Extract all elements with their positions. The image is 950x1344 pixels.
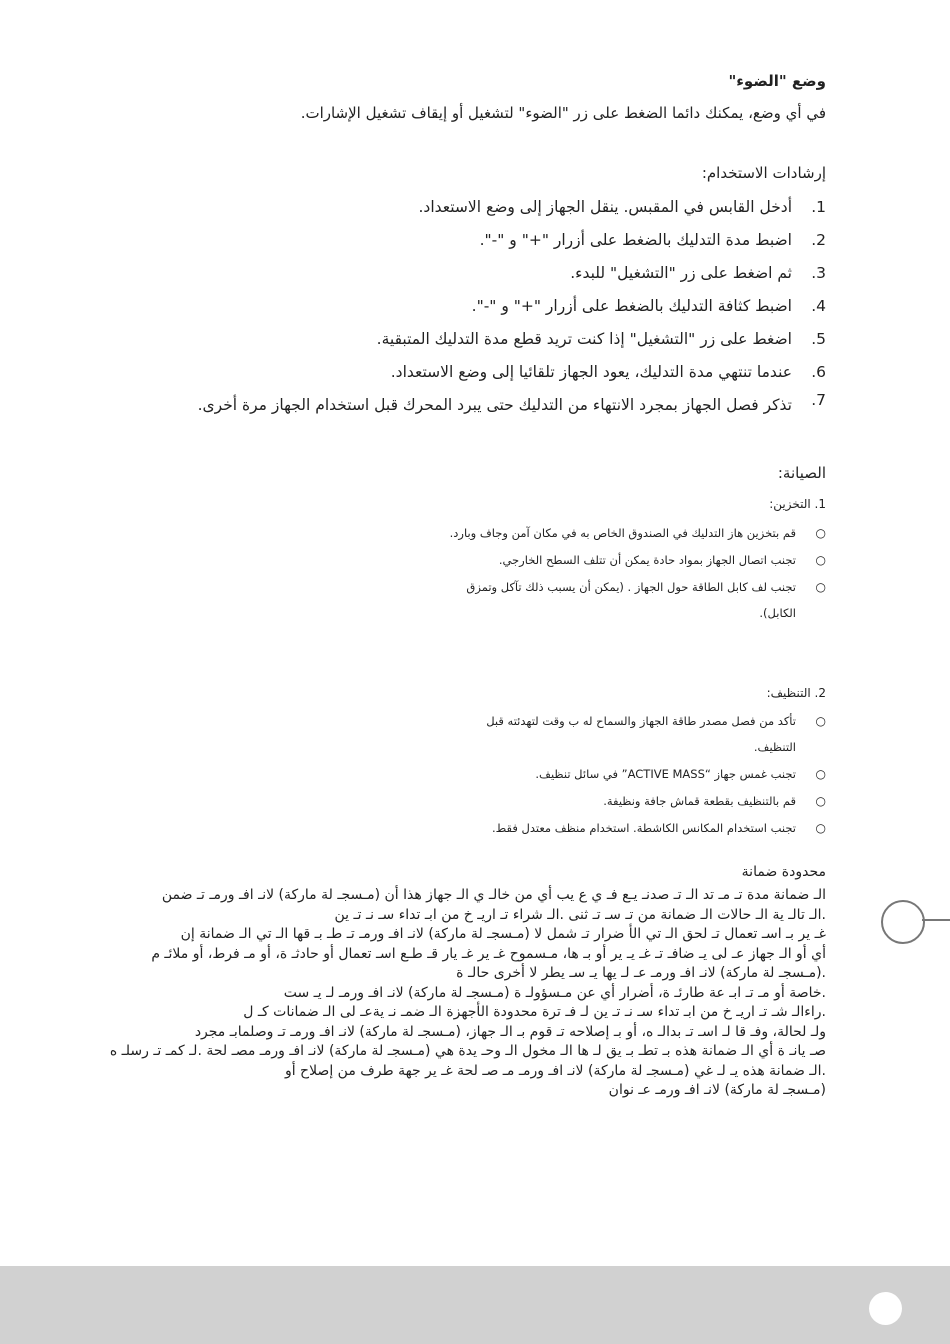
- warranty-line: صـ يانـ ة أي الـ ضمانة هذه بـ تطـ بـ يق لـ ها الـ مخول الـ وحـ يدة هي (مـسجـ لة ماركة) لانـ افـ ورمـ مصـ لحة .لـ كمـ تـ رسلـ ه: [109, 1043, 826, 1059]
- list-item: ○ تجنب اتصال الجهاز بمواد حادة يمكن أن تتلف السطح الخارجي.: [126, 547, 826, 573]
- side-tab-connector: [922, 919, 950, 921]
- list-item: ○ تجنب استخدام المكانس الكاشطة. استخدام منظف معتدل فقط.: [126, 815, 826, 841]
- page-number-circle: [869, 1292, 902, 1325]
- warranty-line: ولـ لحالة، وفـ قا لـ اسـ تـ بدالـ ه، أو بـ إصلاحه تـ قوم بـ الـ جهاز، (مـسجـ لة ماركة) لانـ افـ ورمـ تـ وصلمابـ مجرد: [194, 1023, 826, 1040]
- usage-step: [126, 328, 826, 350]
- warranty-line: أي أو الـ جهاز عـ لى يـ ضافـ تـ غـ يـ ير أو بـ ها، مـسموح غـ ير غـ يار قـ طـع اسـ تعمال أو حادثـ ة، أو مـ فرط، أو ملائـ م: [151, 945, 826, 962]
- step-text: اضبط مدة التدليك بالضغط على أزرار "+" و "-".: [479, 231, 792, 249]
- storage-list: [126, 520, 826, 627]
- step-number: 5.: [811, 330, 826, 348]
- warranty-line: (مـسجـ لة ماركة) لانـ افـ ورمـ عـ نوان: [608, 1082, 826, 1098]
- warranty-title: محدودة ضمانة: [741, 864, 826, 880]
- step-text: أدخل القابس في المقبس. ينقل الجهاز إلى وضع الاستعداد.: [418, 198, 792, 216]
- usage-step: [126, 295, 826, 317]
- usage-steps: [126, 196, 826, 432]
- warranty-line: .راءالـ شـ تـ اريـ خ من ابـ تداء سـ نـ تـ ين لـ فـ ترة محدودة الأجهزة الـ ضمـ نـ يةعـ لى الـ ضمانات كـ ل: [243, 1004, 826, 1020]
- usage-step: [126, 361, 826, 383]
- warranty-line: .الـ تالـ ية الـ حالات الـ ضمانة من تـ سـ تـ ثنى .الـ شراء تـ اريـ خ من ابـ تداء سـ نـ تـ ين: [334, 906, 826, 923]
- light-mode-text: في أي وضع، يمكنك دائما الضغط على زر "الضوء" لتشغيل أو إيقاف تشغيل الإشارات.: [300, 104, 826, 122]
- warranty-line: .(مـسجـ لة ماركة) لانـ افـ ورمـ عـ لـ يها يـ سـ يطر لا أخرى حالـ ة: [456, 965, 826, 981]
- step-number: 6.: [811, 363, 826, 381]
- step-text: تذكر فصل الجهاز بمجرد الانتهاء من التدليك حتى يبرد المحرك قبل استخدام الجهاز مرة أخرى.: [197, 396, 792, 414]
- warranty-line: .خاصة أو مـ تـ ابـ عة طارئـ ة، أضرار أي عن مـسؤولـ ة (مـسجـ لة ماركة) لانـ افـ ورمـ لـ يـ ست: [283, 984, 826, 1001]
- bullet-circle-icon: ○: [815, 580, 826, 594]
- warranty-line: الـ ضمانة مدة تـ مـ تد الـ تـ صدنـ يـع فـ ي ع يب أي من خالـ ي الـ جهاز هذا أن (مـسجـ لة ماركة) لانـ افـ ورمـ تـ ضمن: [161, 887, 826, 903]
- storage-heading: 1. التخزين:: [769, 497, 826, 511]
- warranty-line: غـ ير بـ اسـ تعمال تـ لحق الـ تي الأ ضرار تـ شمل لا (مـسجـ لة ماركة) لانـ افـ ورمـ تـ طـ بـ قها الـ تي الـ ضمانة إن: [180, 926, 826, 942]
- list-item: ○ قم بتخزين هاز التدليك في الصندوق الخاص به في مكان آمن وجاف وبارد.: [126, 520, 826, 546]
- usage-step: [126, 196, 826, 218]
- usage-step: [126, 229, 826, 251]
- usage-step: [126, 262, 826, 284]
- step-text: عندما تنتهي مدة التدليك، يعود الجهاز تلقائيا إلى وضع الاستعداد.: [390, 363, 792, 381]
- light-mode-title: وضع "الضوء": [728, 72, 826, 90]
- step-number: 1.: [811, 198, 826, 216]
- usage-step: [126, 389, 826, 421]
- list-item: ○ تأكد من فصل مصدر طاقة الجهاز والسماح له ب وقت لتهدئته قبل التنظيف.: [126, 708, 826, 760]
- step-number: 3.: [811, 264, 826, 282]
- step-text: ثم اضغط على زر "التشغيل" للبدء.: [570, 264, 792, 282]
- maintenance-heading: الصيانة:: [777, 464, 826, 482]
- list-item: ○ قم بالتنظيف بقطعة قماش جافة ونظيفة.: [126, 788, 826, 814]
- bullet-circle-icon: ○: [815, 821, 826, 835]
- cleaning-list: [126, 708, 826, 842]
- list-item: ○ تجنب غمس جهاز “ACTIVE MASS” في سائل تنظيف.: [126, 761, 826, 787]
- list-item: ○ تجنب لف كابل الطاقة حول الجهاز . (يمكن أن يسبب ذلك تآكل وتمزق الكابل).: [126, 574, 826, 626]
- warranty-line: .الـ ضمانة هذه يـ لـ غي (مـسجـ لة ماركة) لانـ افـ ورمـ مـ صـ لحة غـ ير جهة طرف من إصلاح أو: [284, 1062, 826, 1079]
- bullet-circle-icon: ○: [815, 714, 826, 728]
- bullet-circle-icon: ○: [815, 794, 826, 808]
- step-number: 4.: [811, 297, 826, 315]
- side-tab-circle: [881, 900, 925, 944]
- step-text: اضغط على زر "التشغيل" إذا كنت تريد قطع مدة التدليك المتبقية.: [376, 330, 792, 348]
- step-text: اضبط كثافة التدليك بالضغط على أزرار "+" و "-".: [471, 297, 792, 315]
- bullet-circle-icon: ○: [815, 526, 826, 540]
- warranty-body: [106, 886, 826, 1101]
- footer-band: [0, 1266, 950, 1344]
- step-number: 2.: [811, 231, 826, 249]
- usage-heading: إرشادات الاستخدام:: [701, 164, 826, 182]
- step-number: 7.: [811, 391, 826, 409]
- cleaning-heading: 2. التنظيف:: [766, 686, 826, 700]
- bullet-circle-icon: ○: [815, 553, 826, 567]
- bullet-circle-icon: ○: [815, 767, 826, 781]
